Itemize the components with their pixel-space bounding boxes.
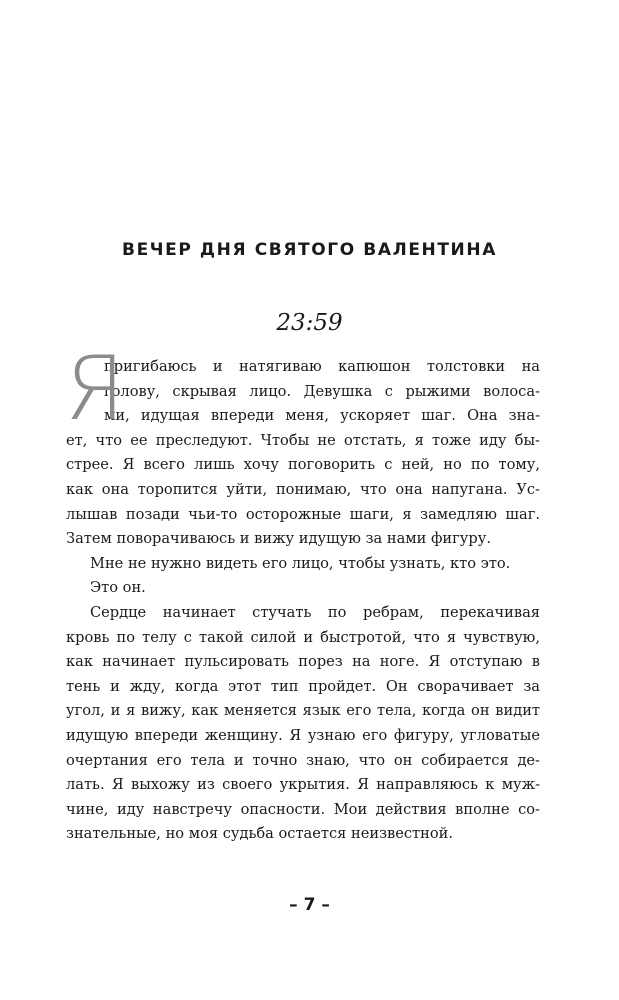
text-line: как начинает пульсировать порез на ноге. Я отступаю в [66, 653, 540, 671]
drop-cap: Я [64, 337, 126, 440]
text-line: Это он. [90, 579, 146, 597]
text-line: Сердце начинает стучать по ребрам, перекачивая [90, 603, 540, 621]
text-line: пригибаюсь и натягиваю капюшон толстовки на [104, 358, 540, 375]
text-line: лышав позади чьи-то осторожные шаги, я замедляю шаг. [66, 505, 540, 523]
text-line: угол, и я вижу, как меняется язык его тела, когда он видит [66, 702, 540, 720]
text-line: тень и жду, когда этот тип пройдет. Он сворачивает за [66, 677, 540, 695]
chapter-time: 23:59 [276, 310, 343, 336]
text-line: идущую впереди женщину. Я узнаю его фигуру, угловатые [66, 726, 540, 744]
text-line: Мне не нужно видеть его лицо, чтобы узнать, кто это. [90, 554, 511, 572]
chapter-title: ВЕЧЕР ДНЯ СВЯТОГО ВАЛЕНТИНА [122, 240, 497, 260]
text-line: ет, что ее преследуют. Чтобы не отстать, я тоже иду бы- [66, 431, 540, 449]
text-line: лать. Я выхожу из своего укрытия. Я направляюсь к муж- [66, 776, 540, 794]
text-line: стрее. Я всего лишь хочу поговорить с ней, но по тому, [66, 456, 540, 474]
text-line: кровь по телу с такой силой и быстротой, что я чувствую, [66, 628, 540, 646]
text-line: знательные, но моя судьба остается неизвестной. [66, 825, 454, 843]
text-line: чине, иду навстречу опасности. Мои действия вполне со- [66, 800, 540, 818]
page-number: – 7 – [289, 895, 330, 915]
text-line: ми, идущая впереди меня, ускоряет шаг. Она зна- [104, 407, 540, 425]
text-line: голову, скрывая лицо. Девушка с рыжими волоса- [104, 382, 540, 400]
text-line: очертания его тела и точно знаю, что он собирается де- [66, 751, 540, 769]
body-text [64, 337, 540, 847]
text-line: Затем поворачиваюсь и вижу идущую за нами фигуру. [66, 530, 491, 548]
text-line: как она торопится уйти, понимаю, что она напугана. Ус- [66, 480, 540, 498]
